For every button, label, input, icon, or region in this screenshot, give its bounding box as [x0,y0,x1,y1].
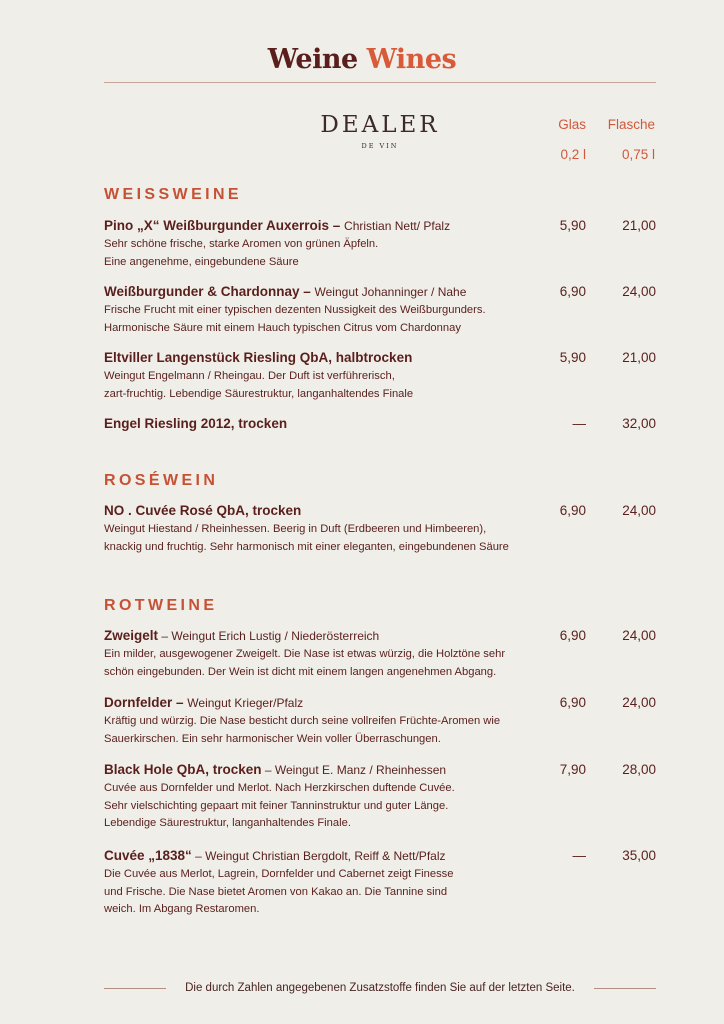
wine-item [104,626,656,681]
wine-description: Sauerkirschen. Ein sehr harmonischer Wein voller Überraschungen. [104,732,441,745]
wine-producer: Christian Nett/ Pfalz [344,219,451,233]
title-german: Weine [267,44,358,75]
wine-description: Sehr schöne frische, starke Aromen von grünen Äpfeln. [104,238,379,250]
wine-description: Eine angenehme, eingebundene Säure [104,255,299,268]
wine-description: Weingut Engelmann / Rheingau. Der Duft ist verführerisch, [104,370,395,382]
price-flasche: 21,00 [622,218,656,233]
wine-description: knackig und fruchtig. Sehr harmonisch mit einer eleganten, eingebundenen Säure [104,540,509,553]
wine-item [104,760,656,833]
title-english: Wines [366,44,457,75]
wine-item [104,693,656,748]
page-title [0,44,724,75]
wine-producer: Weingut Krieger/Pfalz [187,696,304,710]
wine-name: NO . Cuvée Rosé QbA, trocken [104,503,302,518]
column-header-flasche: Flasche [607,117,655,132]
footer-text: Die durch Zahlen angegebenen Zusatzstoffe finden Sie auf der letzten Seite. [185,982,575,994]
wine-producer: Weingut Johanninger / Nahe [314,285,467,299]
price-flasche: 21,00 [622,350,656,365]
title-divider [104,82,656,83]
wine-item [104,501,656,556]
wine-item [104,846,656,919]
price-glas: 7,90 [559,762,586,777]
wine-item [104,414,656,434]
wine-item [104,282,656,337]
wine-description: Weingut Hiestand / Rheinhessen. Beerig in Duft (Erdbeeren und Himbeeren), [104,523,487,535]
wine-name: Eltviller Langenstück Riesling QbA, halbtrocken [104,350,413,365]
section-title-red: ROTWEINE [104,597,218,614]
logo-subtitle: DE VIN [361,142,399,150]
wine-description: Ein milder, ausgewogener Zweigelt. Die Nase ist etwas würzig, die Holztöne sehr [104,648,506,660]
wine-item [104,216,656,271]
column-size-flasche: 0,75 l [621,147,655,162]
wine-title: Zweigelt [104,628,159,643]
section-title-white: WEISSWEINE [104,186,243,203]
footer-divider-left [104,988,166,989]
price-glas: — [572,416,586,431]
wine-description: Lebendige Säurestruktur, langanhaltendes Finale. [104,817,351,829]
wine-name: Engel Riesling 2012, trocken [104,416,288,431]
price-glas: 5,90 [559,218,586,233]
footer-note [104,979,656,999]
price-glas: 6,90 [559,503,586,518]
dealer-logo [320,112,440,150]
price-flasche: 24,00 [622,628,656,643]
wine-item [104,348,656,403]
section-title-rose: ROSÉWEIN [104,472,219,489]
price-flasche: 35,00 [622,848,656,863]
price-glas: 6,90 [559,284,586,299]
wine-producer: – Weingut Erich Lustig / Niederösterreich [158,629,380,643]
wine-description: Harmonische Säure mit einem Hauch typischen Citrus vom Chardonnay [104,321,461,334]
price-glas: 6,90 [559,628,586,643]
wine-description: Frische Frucht mit einer typischen dezenten Nussigkeit des Weißburgunders. [104,304,486,316]
wine-description: zart-fruchtig. Lebendige Säurestruktur, langanhaltendes Finale [104,387,414,400]
wine-title: Weißburgunder & Chardonnay – [104,284,315,299]
wine-description: Sehr vielschichting gepaart mit feiner Tanninstruktur und guter Länge. [104,799,449,812]
wine-description: Kräftig und würzig. Die Nase besticht durch seine vollreifen Früchte-Aromen wie [104,715,501,727]
price-flasche: 24,00 [622,503,656,518]
wine-description: Cuvée aus Dornfelder und Merlot. Nach Herzkirschen duftende Cuvée. [104,782,455,794]
wine-description: Die Cuvée aus Merlot, Lagrein, Dornfelder und Cabernet zeigt Finesse [104,868,454,880]
price-flasche: 24,00 [622,695,656,710]
price-glas: 5,90 [559,350,586,365]
price-glas: 6,90 [559,695,586,710]
wine-title: Dornfelder – [104,695,188,710]
footer-divider-right [594,988,656,989]
price-flasche: 28,00 [622,762,656,777]
wine-producer: – Weingut Christian Bergdolt, Reiff & Nett/Pfalz [191,849,446,863]
wine-description: schön eingebunden. Der Wein ist dicht mit einem langen angenehmen Abgang. [104,665,497,678]
wine-description: weich. Im Abgang Restaromen. [104,903,260,915]
wine-title: Black Hole QbA, trocken [104,762,262,777]
column-size-glas: 0,2 l [560,147,586,162]
price-glas: — [572,848,586,863]
wine-producer: – Weingut E. Manz / Rheinhessen [261,763,447,777]
logo-wordmark: DEALER [320,112,440,138]
wine-description: und Frische. Die Nase bietet Aromen von Kakao an. Die Tannine sind [104,885,448,898]
price-flasche: 24,00 [622,284,656,299]
column-header-glas: Glas [558,117,586,132]
wine-title: Cuvée „1838“ [104,848,192,863]
wine-title: Pino „X“ Weißburgunder Auxerrois – [104,218,345,233]
price-flasche: 32,00 [622,416,656,431]
